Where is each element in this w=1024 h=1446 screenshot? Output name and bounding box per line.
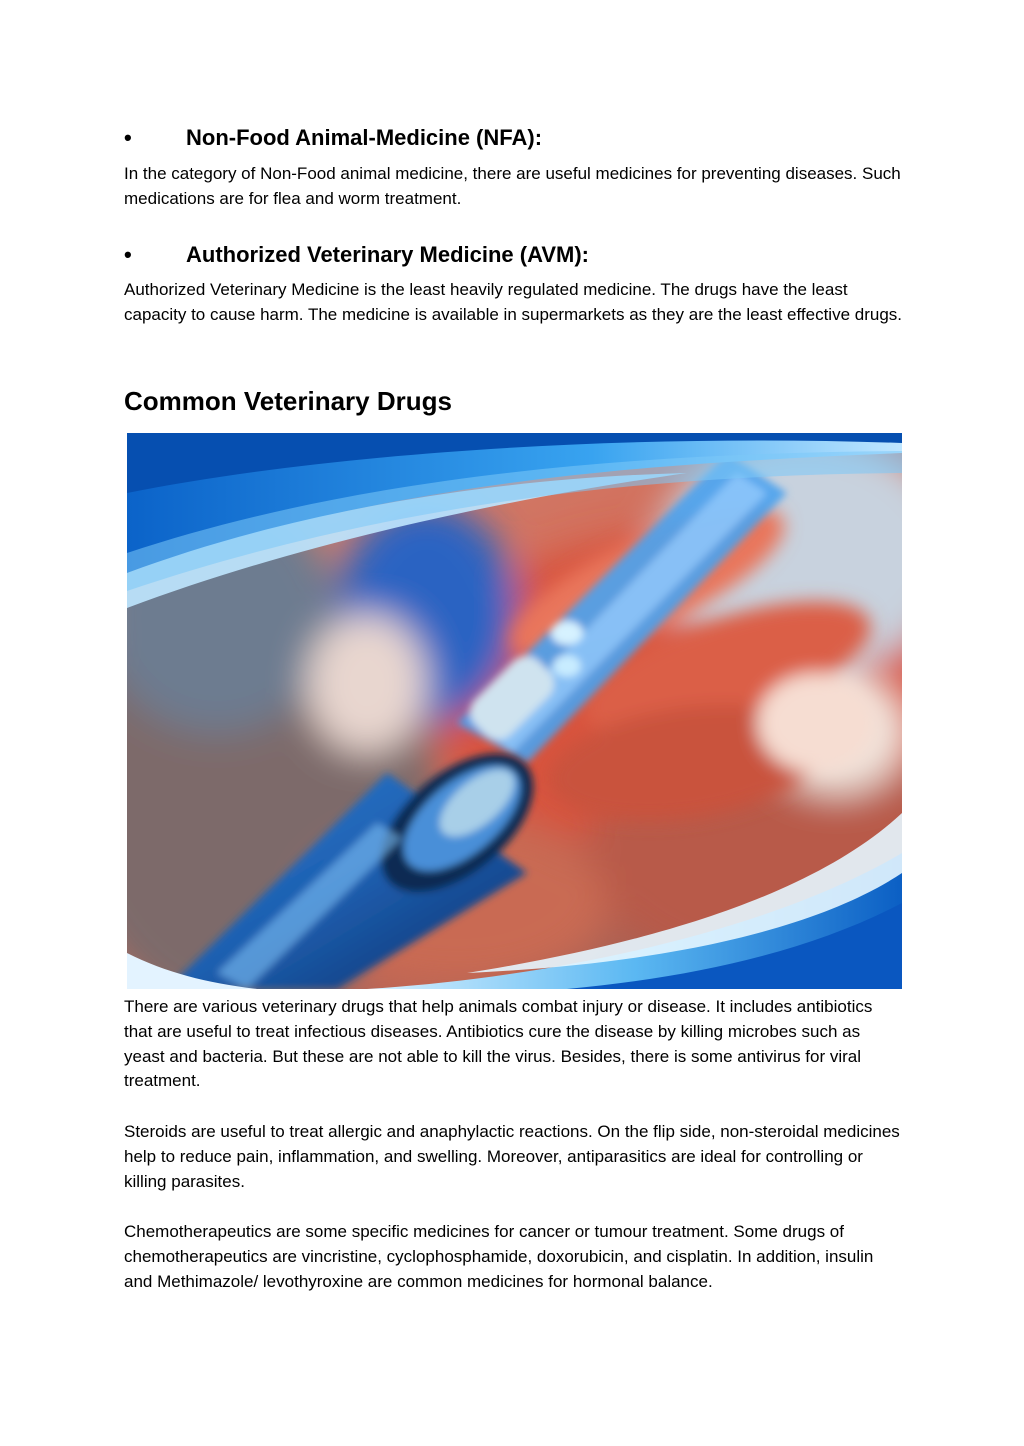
bullet-icon: • [124, 242, 132, 267]
drugs-paragraph-1: There are various veterinary drugs that help animals combat injury or disease. It includes antibiotics that are useful to treat infectious diseases. Antibiotics cure the disease by killing microbes such as yeast and bacteria. But these are not able to kill the virus. Besides, there is some antivirus for viral treatment. [124, 997, 873, 1091]
avm-paragraph: Authorized Veterinary Medicine is the least heavily regulated medicine. The drugs have the least capacity to cause harm. The medicine is available in supermarkets as they are the least effective drugs. [124, 280, 902, 324]
bullet-icon: • [124, 125, 132, 150]
common-drugs-title: Common Veterinary Drugs [124, 386, 452, 416]
drugs-paragraph-3: Chemotherapeutics are some specific medicines for cancer or tumour treatment. Some drugs of chemotherapeutics are vincristine, cyclophosphamide, doxorubicin, and cisplatin. In addition, insulin and Methimazole/ levothyroxine are common medicines for hormonal balance. [124, 1222, 874, 1291]
nfa-paragraph: In the category of Non-Food animal medicine, there are useful medicines for preventing diseases. Such medications are for flea and worm treatment. [124, 164, 901, 208]
nfa-heading-text: Non-Food Animal-Medicine (NFA): [186, 125, 543, 150]
avm-heading [124, 241, 589, 269]
drugs-paragraph-2: Steroids are useful to treat allergic and anaphylactic reactions. On the flip side, non-steroidal medicines help to reduce pain, inflammation, and swelling. Moreover, antiparasitics are ideal for controlling or killing parasites. [124, 1122, 900, 1191]
syringe-vial-photo [127, 433, 902, 989]
nfa-heading [124, 124, 542, 152]
avm-heading-text: Authorized Veterinary Medicine (AVM): [186, 242, 589, 267]
